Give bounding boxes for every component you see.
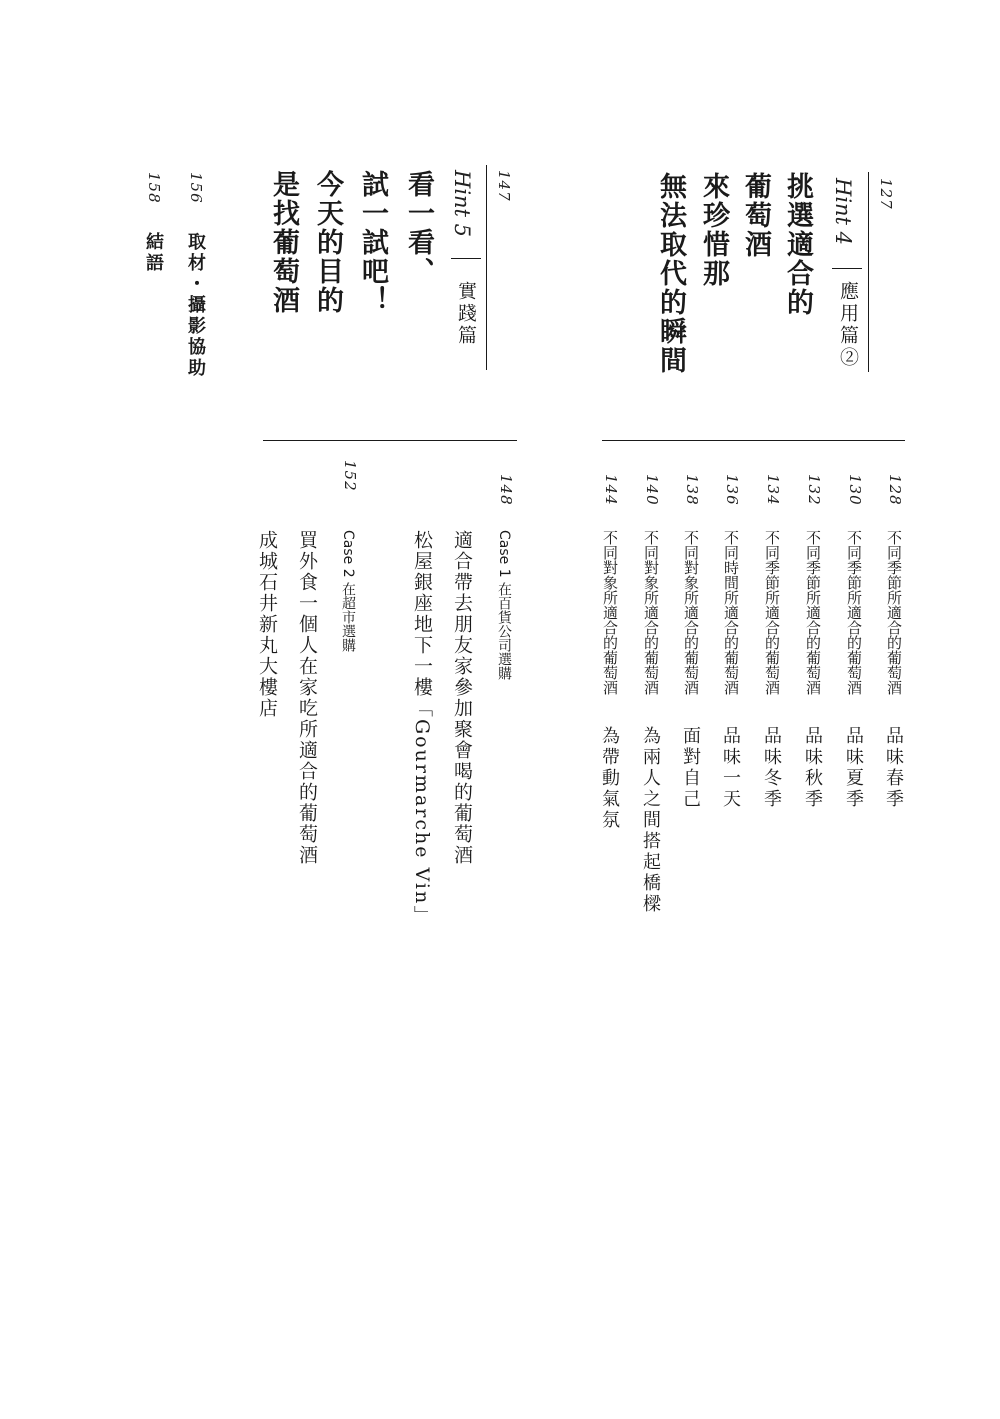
hint5-heading-line-2: 試一試吧！	[357, 170, 388, 315]
toc-item-category[interactable]: 不同季節所適合的葡萄酒	[885, 530, 903, 695]
hint4-label: Hint 4	[831, 178, 855, 246]
toc-item-title[interactable]: 品味秋季	[802, 726, 823, 810]
hint5-heading-line-3: 今天的目的	[312, 170, 343, 315]
hint5-items-divider	[263, 440, 517, 441]
toc-item-category[interactable]: 不同對象所適合的葡萄酒	[682, 530, 700, 695]
hint4-heading-line-2: 葡萄酒	[740, 172, 771, 259]
toc-case-title[interactable]: 買外食一個人在家吃所適合的葡萄酒	[296, 530, 318, 866]
toc-item-category[interactable]: 不同季節所適合的葡萄酒	[804, 530, 822, 695]
toc-item-title[interactable]: 為兩人之間搭起橋樑	[640, 726, 661, 915]
toc-item-page[interactable]: 128	[886, 474, 904, 506]
hint5-heading-line-1: 看一看、	[403, 170, 434, 286]
toc-case-venue[interactable]: 松屋銀座地下一樓「Gourmarche Vin」	[411, 530, 433, 927]
toc-item-page[interactable]: 132	[805, 474, 823, 506]
hint4-heading-line-1: 挑選適合的	[782, 172, 813, 317]
toc-item-category[interactable]: 不同對象所適合的葡萄酒	[642, 530, 660, 695]
hint4-heading-line-4: 無法取代的瞬間	[655, 172, 686, 375]
toc-item-title[interactable]: 面對自己	[680, 726, 701, 810]
hint4-page-number[interactable]: 127	[877, 178, 895, 210]
toc-end-item-title[interactable]: 結語	[143, 232, 164, 274]
toc-end-item-page[interactable]: 158	[145, 172, 163, 204]
toc-item-page[interactable]: 148	[497, 474, 515, 506]
toc-item-title[interactable]: 品味冬季	[761, 726, 782, 810]
hint5-page-number[interactable]: 147	[495, 170, 513, 202]
toc-item-page[interactable]: 138	[683, 474, 701, 506]
toc-item-page[interactable]: 136	[723, 474, 741, 506]
hint4-vertical-rule	[868, 172, 869, 372]
hint5-label-separator	[451, 258, 481, 259]
toc-item-category[interactable]: 不同季節所適合的葡萄酒	[845, 530, 863, 695]
toc-case-label[interactable]: Case 1 在百貨公司選購	[496, 530, 512, 681]
toc-item-category[interactable]: 不同季節所適合的葡萄酒	[763, 530, 781, 695]
toc-item-title[interactable]: 品味一天	[720, 726, 741, 810]
hint5-subtitle: 實踐篇	[455, 281, 477, 347]
hint4-subtitle: 應用篇②	[837, 281, 859, 369]
toc-item-category[interactable]: 不同時間所適合的葡萄酒	[722, 530, 740, 695]
toc-item-category[interactable]: 不同對象所適合的葡萄酒	[601, 530, 619, 695]
toc-item-page[interactable]: 152	[341, 460, 359, 492]
toc-item-title[interactable]: 為帶動氣氛	[599, 726, 620, 831]
hint4-label-separator	[832, 268, 862, 269]
hint5-heading-line-4: 是找葡萄酒	[268, 170, 299, 315]
toc-item-page[interactable]: 134	[764, 474, 782, 506]
hint5-label: Hint 5	[450, 170, 474, 238]
toc-item-page[interactable]: 130	[846, 474, 864, 506]
hint5-vertical-rule	[486, 165, 487, 370]
toc-end-item-title[interactable]: 取材・攝影協助	[185, 232, 206, 379]
toc-case-label[interactable]: Case 2 在超市選購	[340, 530, 356, 653]
toc-item-page[interactable]: 140	[643, 474, 661, 506]
toc-item-title[interactable]: 品味春季	[883, 726, 904, 810]
toc-end-item-page[interactable]: 156	[187, 172, 205, 204]
toc-case-venue[interactable]: 成城石井新丸大樓店	[256, 530, 278, 719]
hint4-heading-line-3: 來珍惜那	[698, 172, 729, 288]
hint4-items-divider	[602, 440, 905, 441]
toc-item-title[interactable]: 品味夏季	[843, 726, 864, 810]
toc-item-page[interactable]: 144	[602, 474, 620, 506]
toc-case-title[interactable]: 適合帶去朋友家參加聚會喝的葡萄酒	[451, 530, 473, 866]
